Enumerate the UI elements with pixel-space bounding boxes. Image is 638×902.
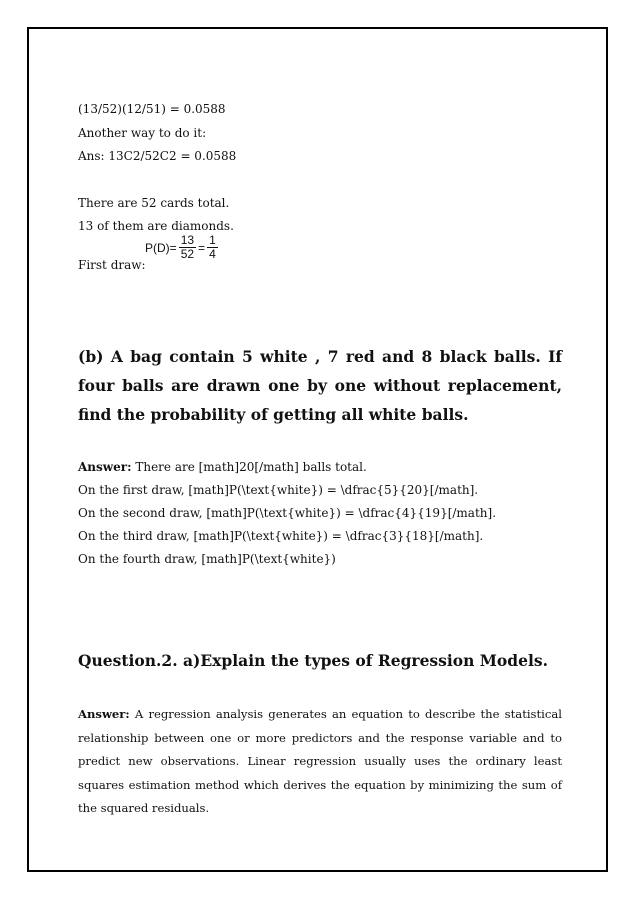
probability-formula-image (145, 234, 220, 261)
fraction-13-52 (179, 234, 196, 261)
formula-lhs: P(D) (145, 240, 170, 255)
part-b-answer (78, 459, 367, 475)
calc-line-4: There are 52 cards total. (78, 196, 230, 210)
answer-text: There are [math]20[/math] balls total. (131, 460, 367, 474)
question-2-heading: Question.2. a)Explain the types of Regression Models. (78, 651, 548, 670)
fraction-numerator: 1 (209, 233, 216, 247)
calc-line-3: Ans: 13C2/52C2 = 0.0588 (78, 149, 237, 163)
draw-line-3: On the third draw, [math]P(\text{white}) = \dfrac{3}{18}[/math]. (78, 529, 484, 543)
question-2-answer (78, 703, 562, 821)
fraction-1-4 (207, 234, 218, 261)
calc-line-2: Another way to do it: (78, 126, 207, 140)
answer-label: Answer: (78, 460, 132, 474)
fraction-denominator: 4 (209, 247, 216, 261)
fraction-denominator: 52 (180, 247, 195, 261)
first-draw-label: First draw: (78, 258, 146, 272)
answer-text: A regression analysis generates an equation to describe the statistical relationship between one or more predictors and the response variable and to predict new observations. Linear regression usually uses the ordinary least squares estimation method which derives the equation by minimizing the sum of the squared residuals. (78, 707, 562, 815)
answer-label: Answer: (78, 707, 130, 721)
calc-line-1: (13/52)(12/51) = 0.0588 (78, 102, 226, 116)
part-b-question: (b) A bag contain 5 white , 7 red and 8 black balls. If four balls are drawn one by one without replacement, find the probability of getting all white balls. (78, 347, 562, 424)
draw-line-2: On the second draw, [math]P(\text{white}) = \dfrac{4}{19}[/math]. (78, 506, 497, 520)
draw-line-1: On the first draw, [math]P(\text{white}) = \dfrac{5}{20}[/math]. (78, 483, 479, 497)
calc-line-5: 13 of them are diamonds. (78, 219, 234, 233)
formula-equals-2: = (198, 240, 206, 255)
draw-line-4: On the fourth draw, [math]P(\text{white}) (78, 552, 336, 566)
formula-equals-1: = (169, 240, 177, 255)
fraction-numerator: 13 (180, 233, 195, 247)
